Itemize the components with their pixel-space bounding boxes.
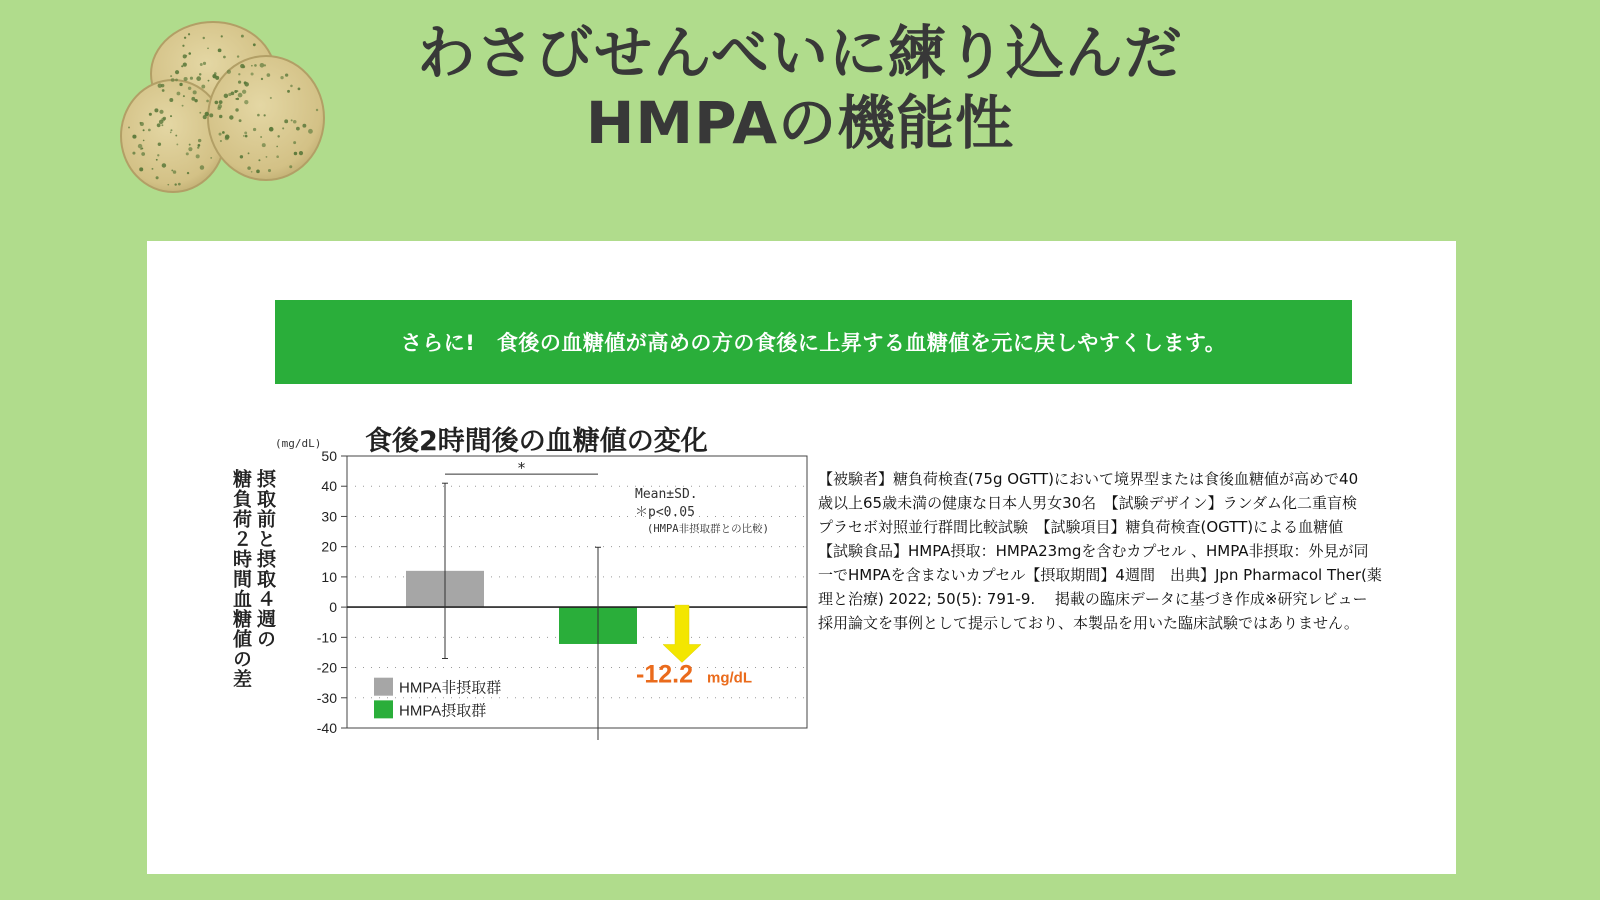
chart-note: ＊p<0.05 [635, 505, 695, 520]
page-title-line1: わさびせんべいに練り込んだ [417, 19, 1183, 87]
page-title-line2: HMPAの機能性 [585, 89, 1015, 157]
legend-label: HMPA摂取群 [399, 702, 487, 720]
study-description [818, 467, 1408, 635]
description-line: 採用論文を事例として提示しており、本製品を用いた臨床試験ではありません。 [818, 614, 1359, 632]
chart-note: Mean±SD. [635, 487, 698, 502]
y-tick-label: -30 [316, 689, 337, 706]
y-tick-label: -40 [316, 720, 337, 736]
y-tick-label: -10 [316, 629, 337, 646]
y-tick-label: -20 [316, 659, 337, 676]
y-axis-label-line1: 摂取前と摂取４週の [254, 469, 276, 649]
rice-cracker-image [118, 16, 328, 201]
chart-title: 食後2時間後の血糖値の変化 [365, 426, 708, 457]
description-line: 歳以上65歳未満の健康な日本人男女30名 【試験デザイン】ランダム化二重盲検 [818, 494, 1358, 512]
bar-chart [267, 450, 827, 740]
y-tick-label: 30 [321, 508, 337, 525]
headline-banner: さらに! 食後の血糖値が高めの方の食後に上昇する血糖値を元に戻しやすくします。 [275, 300, 1352, 384]
chart-note: (HMPA非摂取群との比較) [647, 523, 769, 535]
page-title [300, 18, 1300, 158]
highlight-unit: mg/dL [707, 669, 752, 687]
y-tick-label: 40 [321, 478, 337, 495]
y-tick-label: 20 [321, 538, 337, 555]
legend-label: HMPA非摂取群 [399, 679, 502, 697]
highlight-value: -12.2 [636, 660, 693, 689]
description-line: 【試験食品】HMPA摂取：HMPA23mgを含むカプセル 、HMPA非摂取：外見が同 [818, 542, 1369, 560]
y-axis-label-line2: 糖負荷２時間血糖値の差 [230, 469, 252, 689]
content-card [147, 241, 1456, 874]
y-axis-unit: (mg/dL) [275, 437, 322, 450]
significance-label: * [516, 459, 527, 478]
description-line: プラセボ対照並行群間比較試験 【試験項目】糖負荷検査(OGTT)による血糖値 [818, 518, 1344, 536]
description-line: 一でHMPAを含まないカプセル【摂取期間】4週間 出典】Jpn Pharmacol Ther(薬 [818, 566, 1382, 584]
y-tick-label: 10 [321, 568, 337, 585]
highlight-arrow [663, 605, 701, 662]
description-line: 【被験者】糖負荷検査(75g OGTT)において境界型または食後血糖値が高めで40 [818, 470, 1359, 488]
legend-swatch [374, 700, 393, 718]
y-tick-label: 50 [321, 450, 337, 464]
legend-swatch [374, 678, 393, 696]
description-line: 理と治療) 2022; 50(5): 791-9. 掲載の臨床データに基づき作成※研究レビュー [818, 590, 1368, 608]
y-tick-label: 0 [329, 599, 337, 616]
